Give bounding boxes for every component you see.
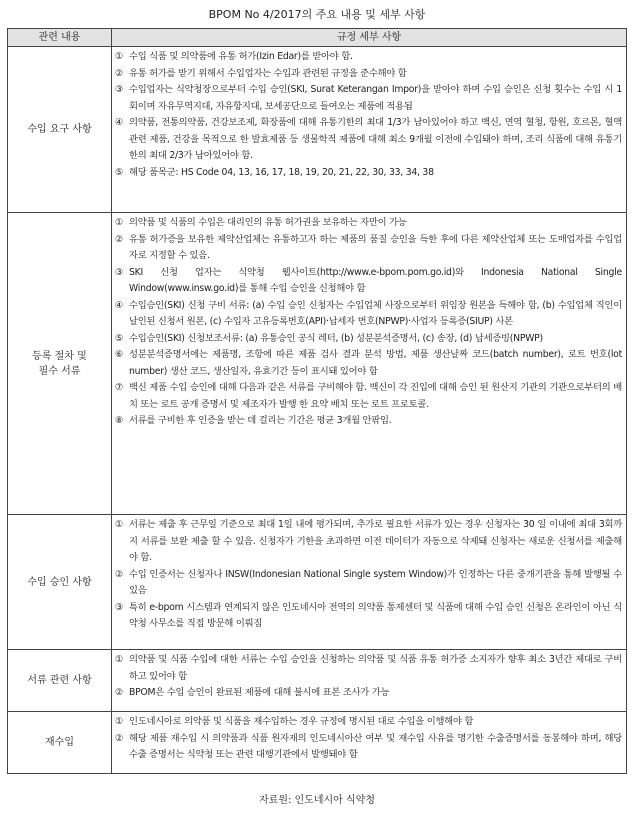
item-text: 의약품, 전통의약품, 건강보조제, 화장품에 대해 유통기한의 최대 1/3가 남아있어야 하고 백신, 면역 혈청, 항원, 호르몬, 혈액 관련 제품, 건강을 목적으로 한 발효제품 등 생물학적 제품에 대해 최소 9개월 이전에 수입돼야 하며, 조리 식품에 대해 유통기한의 최대 2/3가 남아있어야 함. [129, 117, 622, 161]
item-number: ② [115, 568, 124, 580]
details-cell [112, 213, 627, 515]
item-text: 특히 e-bpom 시스템과 연계되지 않은 인도네시아 전역의 의약품 통제센터 및 식품에 대해 수입 승인 신청은 온라인이 아닌 식약청 사무소를 직접 방문해 이뤄짐 [129, 601, 622, 629]
item-number: ① [115, 51, 124, 62]
item-number: ② [115, 732, 124, 744]
list-item [115, 115, 622, 165]
list-item [115, 600, 622, 633]
table-row [8, 515, 627, 650]
item-number: ③ [115, 266, 124, 278]
category-label: 수입 승인 사항 [27, 576, 92, 588]
list-item [115, 714, 622, 731]
item-text: 해당 제품 재수입 시 의약품과 식품 원자재의 인도네시아산 여부 및 재수입 사유를 명기한 수출증명서를 동봉해야 하며, 해당 수출 증명서는 식약청 또는 관련 대행기관에서 발행돼야 함 [129, 732, 622, 760]
item-number: ④ [115, 117, 124, 128]
item-text: BPOM은 수입 승인이 완료된 제품에 대해 불시에 표본 조사가 가능 [129, 687, 390, 698]
item-number: ① [115, 654, 124, 665]
item-number: ① [115, 716, 124, 727]
table-row [8, 712, 627, 774]
item-number: ① [115, 217, 124, 228]
item-text: 수입 식품 및 의약품에 유통 허가(Izin Edar)를 받아야 함. [129, 51, 353, 62]
source-note: 자료원: 인도네시아 식약청 [259, 795, 375, 806]
table-body [8, 47, 627, 774]
details-cell [112, 650, 627, 712]
list-item [115, 567, 622, 600]
item-text: 서류를 구비한 후 인증을 받는 데 걸리는 기간은 평균 3개월 안팎임. [129, 415, 392, 426]
category-cell [8, 650, 112, 712]
list-item [115, 165, 622, 182]
category-cell [8, 47, 112, 213]
item-number: ② [115, 687, 124, 698]
item-number: ⑧ [115, 415, 124, 426]
category-label: 등록 절차 및 [32, 350, 87, 362]
category-label: 재수입 [45, 737, 74, 748]
list-item [115, 652, 622, 685]
details-cell [112, 47, 627, 213]
details-cell [112, 515, 627, 650]
item-text: 인도네시아로 의약품 및 식품을 재수입하는 경우 규정에 명시된 대로 수입을 이행해야 함 [129, 716, 474, 727]
item-number: ⑤ [115, 166, 124, 178]
item-text: 성분분석증명서에는 제품명, 조항에 따른 제품 검사 결과 분석 방법, 제품 생산날짜 코드(batch number), 로트 번호(lot number) 생산 코드, 생산일자, 유효기간 등이 표시돼 있어야 함 [129, 349, 622, 377]
category-cell [8, 515, 112, 650]
item-text: 서류는 제출 후 근무일 기준으로 최대 1일 내에 평가되며, 추가로 필요한 서류가 있는 경우 신청자는 30 일 이내에 최대 3회까지 서류를 보완 제출 할 수 있음. 신청자가 기한을 초과하면 이전 데이터가 자동으로 삭제돼 신청자는 새로운 신청서를 제출해야 함. [129, 519, 622, 563]
header-regulation-details: 규정 세부 사항 [112, 29, 627, 47]
item-text: 유통 허가증을 보유한 제약산업체는 유통하고자 하는 제품의 품질 승인을 득한 후에 다른 제약산업체 또는 도매업자를 수입업자로 지정할 수 있음. [129, 233, 622, 261]
details-cell [112, 712, 627, 774]
header-related-content: 관련 내용 [8, 29, 112, 47]
item-number: ③ [115, 84, 124, 95]
item-number: ① [115, 519, 124, 530]
list-item [115, 215, 622, 232]
table-row [8, 213, 627, 515]
list-item [115, 731, 622, 764]
document-title: BPOM No 4/2017의 주요 내용 및 세부 사항 [208, 8, 426, 21]
table-header-row [8, 29, 627, 47]
category-cell [8, 712, 112, 774]
category-label: 필수 서류 [38, 365, 81, 377]
item-number: ⑦ [115, 382, 124, 393]
table-row [8, 47, 627, 213]
list-item [115, 82, 622, 115]
item-text: 의약품 및 식품 수입에 대한 서류는 수입 승인을 신청하는 의약품 및 식품 유통 허가증 소지자가 향후 최소 3년간 제대로 구비하고 있어야 함 [129, 654, 622, 682]
item-number: ③ [115, 601, 124, 613]
item-number: ④ [115, 299, 124, 311]
item-text: 수입승인(SKI) 신청보조서류: (a) 유통승인 공식 레터, (b) 성분분석증명서, (c) 송장, (d) 납세증빙(NPWP) [129, 332, 543, 344]
item-number: ② [115, 67, 124, 79]
list-item [115, 66, 622, 83]
item-text: 백신 제품 수입 승인에 대해 다음과 같은 서류를 구비해야 함. 백신이 각 진입에 대해 승인 된 원산지 기관의 기관으로부터의 배치 또는 로트 공개 증명서 및 제조자가 발행 한 요약 배치 또는 로트 프로토콜. [129, 382, 622, 410]
list-item [115, 298, 622, 331]
list-item [115, 265, 622, 298]
category-label: 수입 요구 사항 [27, 124, 92, 135]
item-text: 수입 인증서는 신청자나 INSW(Indonesian National Single system Window)가 인정하는 다른 중개기관을 통해 발행될 수 있음 [129, 568, 622, 596]
item-number: ② [115, 233, 124, 245]
list-item [115, 232, 622, 265]
category-label: 서류 관련 사항 [27, 675, 92, 686]
list-item [115, 347, 622, 380]
item-text: 유통 허가를 받기 위해서 수입업자는 수입과 관련된 규정을 준수해야 함 [129, 67, 407, 79]
item-number: ⑤ [115, 332, 124, 344]
table-row [8, 650, 627, 712]
list-item [115, 685, 622, 702]
item-text: 수입승인(SKI) 신청 구비 서류: (a) 수입 승인 신청자는 수입업체 사장으로부터 위임장 원본을 득해야 함, (b) 수입업체 직인이 날인된 신청서 원본, (c) 수입자 고유등록번호(API)·납세자 번호(NPWP)·사업자 등록증(SIUP) 사본 [129, 299, 622, 327]
category-cell [8, 213, 112, 515]
item-text: 의약품 및 식품의 수입은 대리인의 유통 허가권을 보유하는 자만이 가능 [129, 217, 407, 228]
list-item [115, 49, 622, 66]
list-item [115, 413, 622, 430]
list-item [115, 517, 622, 567]
regulation-table [7, 28, 627, 774]
item-text: SKI 신청 업자는 식약청 웹사이트(http://www.e-bpom.pom.go.id)와 Indonesia National Single Window(www.insw.go.id)를 통해 수입 승인을 신청해야 함 [129, 266, 622, 294]
item-text: 해당 품목군: HS Code 04, 13, 16, 17, 18, 19, 20, 21, 22, 30, 33, 34, 38 [129, 166, 434, 178]
item-number: ⑥ [115, 349, 124, 360]
item-text: 수입업자는 식약청장으로부터 수입 승인(SKI, Surat Keterangan Impor)을 받아야 하며 수입 승인은 신청 횟수는 수입 시 1회이며 자유무역지대, 자유항지대, 보세공단으로 들여오는 제품에 적용됨 [129, 84, 622, 112]
list-item [115, 380, 622, 413]
list-item [115, 331, 622, 348]
